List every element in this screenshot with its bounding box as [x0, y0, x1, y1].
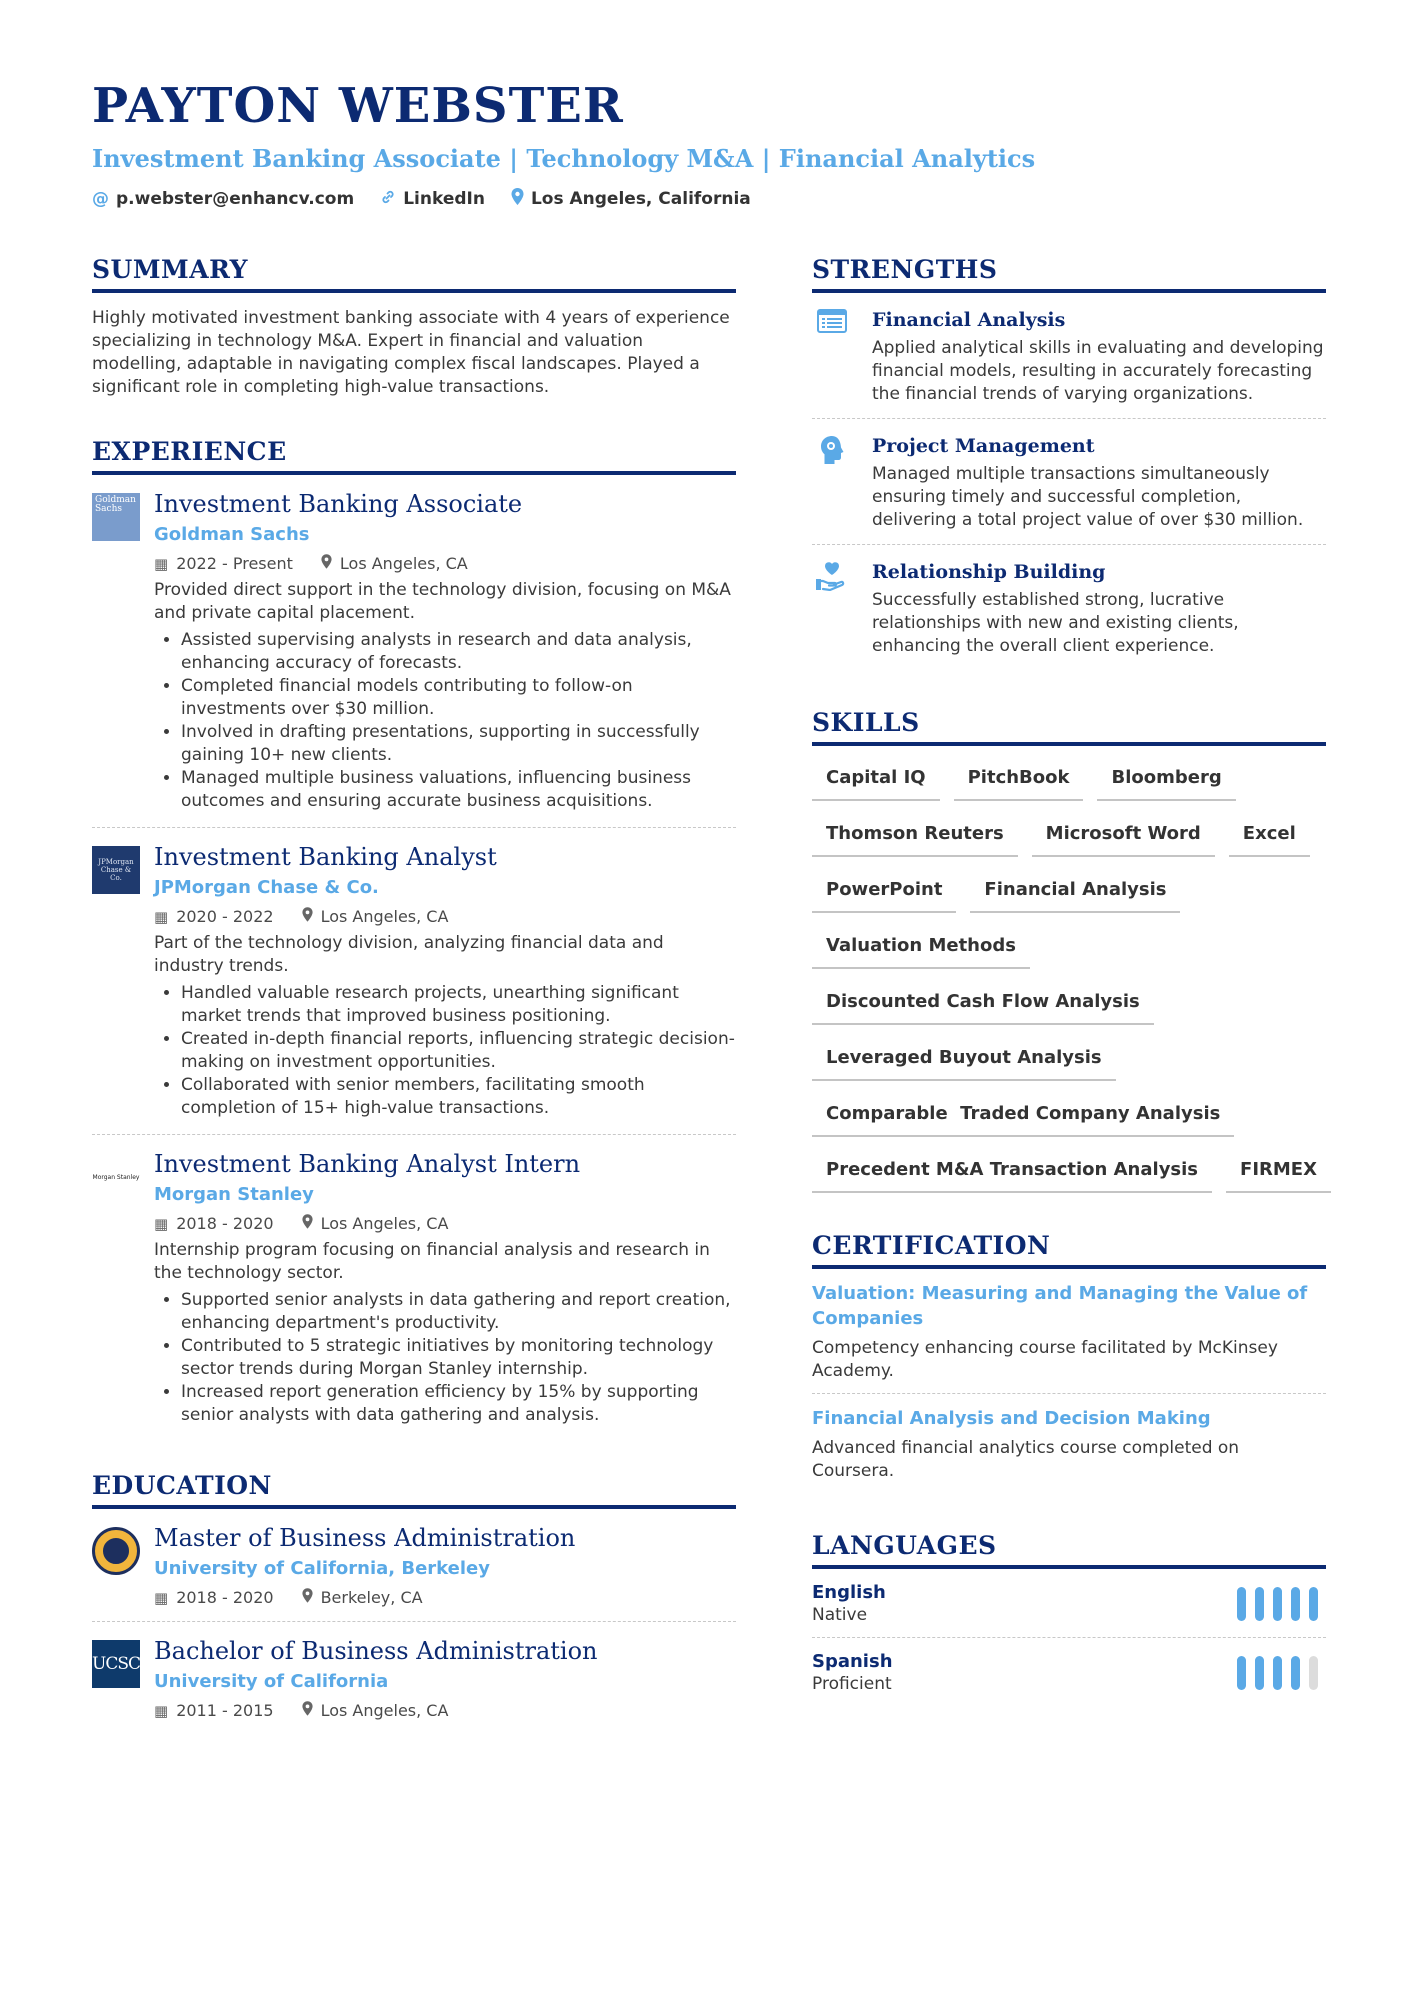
skill-tag: Valuation Methods [812, 926, 1030, 969]
berkeley-seal-logo [92, 1527, 140, 1575]
bullet-item: • Collaborated with senior members, facilitating smooth completion of 15+ high-value transactions. [181, 1074, 736, 1120]
languages-section [812, 1531, 1326, 1706]
skill-tag: Microsoft Word [1032, 814, 1215, 857]
company-name: Goldman Sachs [154, 524, 310, 545]
strength-title: Financial Analysis [872, 309, 1066, 331]
education-section [92, 1471, 736, 1734]
rating-bar [1255, 1656, 1264, 1690]
location-pin-icon [302, 906, 313, 928]
certification-desc: Competency enhancing course facilitated by McKinsey Academy. [812, 1338, 1278, 1381]
at-icon: @ [92, 189, 109, 209]
summary-heading: SUMMARY [92, 255, 736, 293]
education-entry [92, 1622, 736, 1734]
certification-title: Financial Analysis and Decision Making [812, 1408, 1211, 1429]
job-location: Los Angeles, CA [320, 907, 449, 926]
skill-tag: Thomson Reuters [812, 814, 1018, 857]
skills-section [812, 708, 1326, 1193]
location-text: Los Angeles, California [530, 189, 751, 209]
skill-tag: Excel [1229, 814, 1310, 857]
education-dates: 2018 - 2020 [176, 1588, 274, 1607]
calendar-icon: ▦ [154, 555, 169, 573]
skill-tag: Discounted Cash Flow Analysis [812, 982, 1154, 1025]
job-location: Los Angeles, CA [320, 1214, 449, 1233]
language-rating [1237, 1587, 1318, 1621]
location-pin-icon [511, 188, 524, 210]
company-name: JPMorgan Chase & Co. [154, 877, 379, 898]
email-text[interactable]: p.webster@enhancv.com [116, 189, 355, 209]
job-location: Los Angeles, CA [339, 554, 468, 573]
rating-bar [1309, 1656, 1318, 1690]
strengths-section [812, 255, 1326, 670]
job-title: Investment Banking Analyst [154, 843, 497, 871]
bullet-item: • Managed multiple business valuations, influencing business outcomes and ensuring accurate business acquisitions. [181, 767, 736, 813]
skill-tag: Bloomberg [1097, 758, 1235, 801]
job-dates: 2022 - Present [176, 554, 293, 573]
skills-heading: SKILLS [812, 708, 1326, 746]
strength-title: Relationship Building [872, 561, 1106, 583]
candidate-title: Investment Banking Associate | Technology M&A | Financial Analytics [92, 144, 1036, 173]
experience-entry [92, 828, 736, 1135]
skill-tag: Financial Analysis [970, 870, 1180, 913]
morgan-stanley-logo: Morgan Stanley [92, 1173, 140, 1181]
school-name: University of California [154, 1671, 389, 1692]
strength-item [812, 545, 1326, 670]
bullet-item: • Handled valuable research projects, unearthing significant market trends that improved business positioning. [181, 982, 736, 1028]
ucsc-logo: UCSC [92, 1640, 140, 1688]
rating-bar [1291, 1656, 1300, 1690]
skill-tag: PowerPoint [812, 870, 956, 913]
resume-header [92, 78, 1332, 210]
rating-bar [1291, 1587, 1300, 1621]
location-pin-icon [302, 1700, 313, 1722]
job-meta [154, 553, 736, 575]
strength-item [812, 419, 1326, 545]
job-dates: 2020 - 2022 [176, 907, 274, 926]
job-description: Part of the technology division, analyzing financial data and industry trends. [154, 933, 664, 976]
summary-section [92, 255, 736, 399]
rating-bar [1309, 1587, 1318, 1621]
experience-entry [92, 1135, 736, 1441]
certification-item [812, 1269, 1326, 1394]
job-description: Provided direct support in the technology division, focusing on M&A and private capital placement. [154, 580, 731, 623]
strengths-heading: STRENGTHS [812, 255, 1326, 293]
job-description: Internship program focusing on financial analysis and research in the technology sector. [154, 1240, 710, 1283]
bullet-item: • Involved in drafting presentations, supporting in successfully gaining 10+ new clients. [181, 721, 736, 767]
calendar-icon: ▦ [154, 1215, 169, 1233]
job-title: Investment Banking Associate [154, 490, 523, 518]
language-level: Proficient [812, 1674, 892, 1694]
head-icon [812, 433, 852, 532]
calendar-icon: ▦ [154, 908, 169, 926]
education-dates: 2011 - 2015 [176, 1701, 274, 1720]
location-contact [511, 188, 751, 210]
calendar-icon: ▦ [154, 1589, 169, 1607]
linkedin-contact[interactable] [380, 188, 485, 210]
hand-heart-icon [812, 559, 852, 658]
candidate-name: PAYTON WEBSTER [92, 78, 624, 134]
rating-bar [1273, 1587, 1282, 1621]
company-name: Morgan Stanley [154, 1184, 314, 1205]
bullet-item: • Created in-depth financial reports, influencing strategic decision-making on investment opportunities. [181, 1028, 736, 1074]
rating-bar [1273, 1656, 1282, 1690]
strength-desc: Managed multiple transactions simultaneously ensuring timely and successful completion, delivering a total project value of over $30 million. [872, 464, 1304, 530]
list-icon [812, 307, 852, 406]
job-meta [154, 906, 736, 928]
job-bullets [154, 629, 736, 813]
education-entry [92, 1509, 736, 1622]
skill-tag: Comparable Traded Company Analysis [812, 1094, 1234, 1137]
job-bullets [154, 982, 736, 1120]
location-pin-icon [302, 1587, 313, 1609]
bullet-item: • Supported senior analysts in data gathering and report creation, enhancing department's productivity. [181, 1289, 736, 1335]
language-item [812, 1638, 1326, 1706]
certification-item [812, 1394, 1326, 1493]
bullet-item: • Increased report generation efficiency by 15% by supporting senior analysts with data gathering and analysis. [181, 1381, 736, 1427]
skill-tag: Capital IQ [812, 758, 940, 801]
contact-bar [92, 188, 1332, 210]
experience-heading: EXPERIENCE [92, 437, 736, 475]
job-dates: 2018 - 2020 [176, 1214, 274, 1233]
certification-section [812, 1231, 1326, 1493]
degree-title: Bachelor of Business Administration [154, 1637, 598, 1665]
strength-title: Project Management [872, 435, 1095, 457]
rating-bar [1237, 1656, 1246, 1690]
certification-title: Valuation: Measuring and Managing the Value of Companies [812, 1283, 1308, 1329]
location-pin-icon [321, 553, 332, 575]
skill-tag: PitchBook [954, 758, 1084, 801]
education-location: Berkeley, CA [320, 1588, 423, 1607]
skill-tag: FIRMEX [1226, 1150, 1331, 1193]
location-pin-icon [302, 1213, 313, 1235]
languages-heading: LANGUAGES [812, 1531, 1326, 1569]
certification-heading: CERTIFICATION [812, 1231, 1326, 1269]
language-name: English [812, 1582, 886, 1603]
language-item [812, 1569, 1326, 1638]
skills-list [812, 758, 1326, 1193]
goldman-sachs-logo: Goldman Sachs [92, 493, 140, 541]
education-meta [154, 1587, 736, 1609]
linkedin-link[interactable]: LinkedIn [403, 189, 485, 209]
strength-desc: Successfully established strong, lucrative relationships with new and existing clients, enhancing the overall client experience. [872, 590, 1239, 656]
bullet-item: • Assisted supervising analysts in research and data analysis, enhancing accuracy of forecasts. [181, 629, 736, 675]
skill-tag: Precedent M&A Transaction Analysis [812, 1150, 1212, 1193]
education-meta [154, 1700, 736, 1722]
language-level: Native [812, 1605, 868, 1625]
experience-section [92, 437, 736, 1441]
certification-desc: Advanced financial analytics course completed on Coursera. [812, 1438, 1240, 1481]
strength-desc: Applied analytical skills in evaluating and developing financial models, resulting in accurately forecasting the financial trends of varying organizations. [872, 338, 1324, 404]
school-name: University of California, Berkeley [154, 1558, 490, 1579]
link-icon [380, 189, 396, 210]
strength-item [812, 293, 1326, 419]
job-title: Investment Banking Analyst Intern [154, 1150, 581, 1178]
experience-entry [92, 475, 736, 828]
education-heading: EDUCATION [92, 1471, 736, 1509]
bullet-item: • Completed financial models contributing to follow-on investments over $30 million. [181, 675, 736, 721]
bullet-item: • Contributed to 5 strategic initiatives by monitoring technology sector trends during Morgan Stanley internship. [181, 1335, 736, 1381]
language-name: Spanish [812, 1651, 893, 1672]
summary-text: Highly motivated investment banking associate with 4 years of experience specializing in technology M&A. Expert in financial and valuation modelling, adaptable in navigating complex fiscal landscapes. Played a significant role in completing high-value transactions. [92, 308, 730, 397]
job-meta [154, 1213, 736, 1235]
rating-bar [1237, 1587, 1246, 1621]
calendar-icon: ▦ [154, 1702, 169, 1720]
rating-bar [1255, 1587, 1264, 1621]
jpmorgan-logo: JPMorgan Chase & Co. [92, 846, 140, 894]
job-bullets [154, 1289, 736, 1427]
right-column [812, 255, 1326, 1744]
email-contact[interactable] [92, 188, 354, 210]
education-location: Los Angeles, CA [320, 1701, 449, 1720]
language-rating [1237, 1656, 1318, 1690]
left-column [92, 255, 736, 1772]
skill-tag: Leveraged Buyout Analysis [812, 1038, 1116, 1081]
degree-title: Master of Business Administration [154, 1524, 576, 1552]
